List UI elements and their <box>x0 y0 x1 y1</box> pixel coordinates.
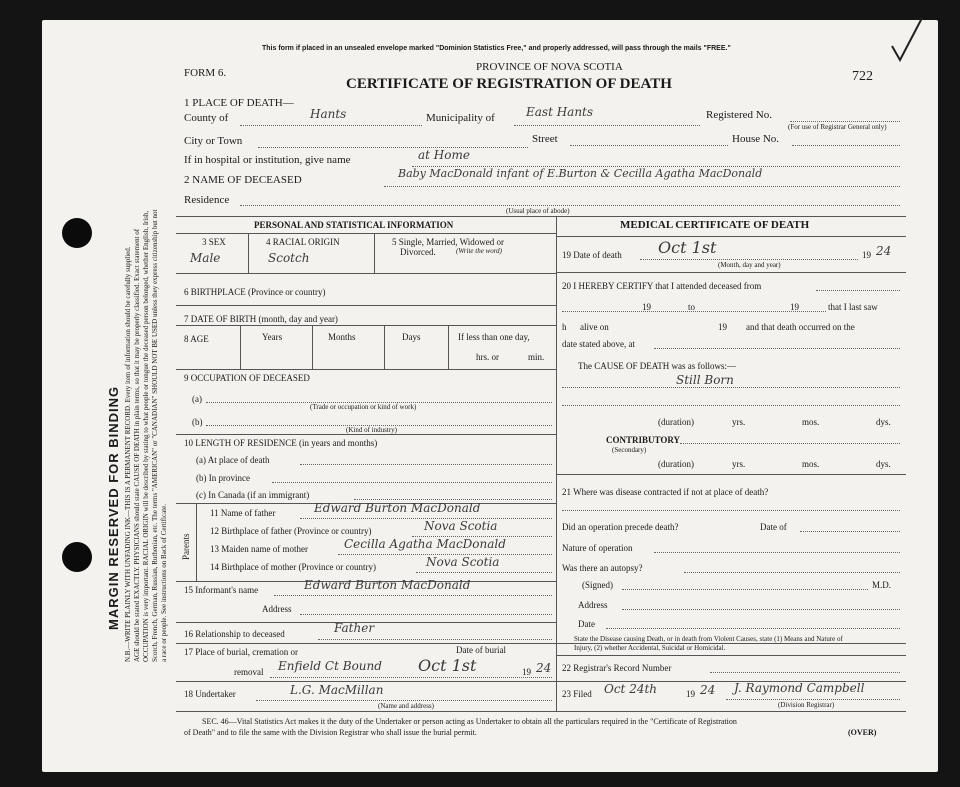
in-canada-label: (c) In Canada (if an immigrant) <box>196 490 310 500</box>
secondary-note: (Secondary) <box>612 446 647 454</box>
province-title: PROVINCE OF NOVA SCOTIA <box>476 61 623 73</box>
mother-birth-label: 14 Birthplace of mother (Province or country) <box>210 562 376 572</box>
months-label: Months <box>328 332 356 342</box>
death-date-note: (Month, day and year) <box>718 261 781 269</box>
filed-value: Oct 24th <box>604 682 658 696</box>
margin-instruction-2: AGE should be stated EXACTLY. PHYSICIANS should state CAUSE OF DEATH in plain terms, so that it may be properly classified. Exact statement of <box>133 228 141 662</box>
certify-to-label: to <box>688 302 696 312</box>
in-province-label: (b) In province <box>196 473 250 483</box>
cause-label: The CAUSE OF DEATH was as follows:— <box>578 361 736 371</box>
alive-on-year: 19 <box>718 322 727 332</box>
division-note: (Division Registrar) <box>778 701 835 709</box>
form-number: FORM 6. <box>184 67 227 79</box>
certificate-paper <box>42 20 938 772</box>
age-label: 8 AGE <box>184 334 209 344</box>
contrib-duration-label: (duration) <box>658 459 694 469</box>
last-saw-label: that I last saw <box>828 302 878 312</box>
burial-year-prefix: 19 <box>522 667 531 677</box>
relationship-label: 16 Relationship to deceased <box>184 629 285 639</box>
occ-a-note: (Trade or occupation or kind of work) <box>310 403 417 411</box>
registrar-signature: J. Raymond Campbell <box>734 681 865 695</box>
marital-note: (Write the word) <box>456 247 503 255</box>
operation-date-label: Date of <box>760 522 787 532</box>
medical-heading: MEDICAL CERTIFICATE OF DEATH <box>620 219 810 231</box>
binding-hole-top <box>62 218 92 248</box>
burial-date-value: Oct 1st <box>418 656 477 675</box>
alive-on-label: alive on <box>580 322 609 332</box>
contributory-label: CONTRIBUTORY <box>606 435 681 445</box>
hrs-label: hrs. or <box>476 352 499 362</box>
certify-from-year: 19 <box>642 302 651 312</box>
margin-reserved-label: MARGIN RESERVED FOR BINDING <box>106 385 121 630</box>
place-heading: 1 PLACE OF DEATH— <box>184 97 294 109</box>
death-date-label: 19 Date of death <box>562 250 622 260</box>
filed-year-prefix: 19 <box>686 689 695 699</box>
municipality-label: Municipality of <box>426 112 495 124</box>
birthplace-label: 6 BIRTHPLACE (Province or country) <box>184 287 326 297</box>
racial-value: Scotch <box>268 251 310 265</box>
undertaker-label: 18 Undertaker <box>184 689 236 699</box>
footer-line-1: SEC. 46—Vital Statistics Act makes it the duty of the Undertaker or person acting as Undertaker to obtain all the particulars required in the "Certificate of Registration <box>202 717 737 726</box>
violent-note-2: Injury, (2) whether Accidental, Suicidal or Homicidal. <box>574 644 726 652</box>
occ-b-note: (Kind of industry) <box>346 426 397 434</box>
county-label: County of <box>184 112 229 124</box>
mother-birth-value: Nova Scotia <box>426 555 500 569</box>
marital-label: 5 Single, Married, Widowed or <box>392 237 504 247</box>
hospital-value: at Home <box>418 148 470 162</box>
mother-label: 13 Maiden name of mother <box>210 544 308 554</box>
signed-address-label: Address <box>578 600 608 610</box>
racial-label: 4 RACIAL ORIGIN <box>266 237 340 247</box>
operation-label: Did an operation precede death? <box>562 522 679 532</box>
registrar-record-label: 22 Registrar's Record Number <box>562 663 672 673</box>
years-label: Years <box>262 332 283 342</box>
residence-length-label: 10 LENGTH OF RESIDENCE (in years and months) <box>184 438 378 448</box>
at-place-label: (a) At place of death <box>196 455 270 465</box>
registered-note: (For use of Registrar General only) <box>788 123 887 131</box>
undertaker-note: (Name and address) <box>378 702 434 710</box>
burial-date-label: Date of burial <box>456 645 506 655</box>
h-label: h <box>562 322 567 332</box>
burial-year-value: 24 <box>536 661 552 675</box>
burial-label: 17 Place of burial, cremation or <box>184 647 298 657</box>
certificate-number: 722 <box>852 69 873 84</box>
page-title: CERTIFICATE OF REGISTRATION OF DEATH <box>346 76 672 92</box>
death-year-value: 24 <box>876 244 892 258</box>
contracted-label: 21 Where was disease contracted if not at place of death? <box>562 487 769 497</box>
death-date-value: Oct 1st <box>658 238 717 257</box>
city-label: City or Town <box>184 135 243 147</box>
house-label: House No. <box>732 133 780 145</box>
father-value: Edward Burton MacDonald <box>314 501 481 515</box>
margin-instruction-3: OCCUPATION is very important. RACIAL ORIGIN will be described by stating to what people or tongue the deceased person belonged, whether English, Irish, <box>142 210 150 662</box>
county-value: Hants <box>310 107 347 121</box>
min-label: min. <box>528 352 545 362</box>
less-day-label: If less than one day, <box>458 332 530 342</box>
days-label: Days <box>402 332 421 342</box>
date-stated-label: date stated above, at <box>562 339 635 349</box>
death-year-prefix: 19 <box>862 250 871 260</box>
nature-label: Nature of operation <box>562 543 633 553</box>
hospital-label: If in hospital or institution, give name <box>184 154 351 166</box>
relationship-value: Father <box>334 621 375 635</box>
certify-to-year: 19 <box>790 302 799 312</box>
signed-date-label: Date <box>578 619 595 629</box>
certify-label: 20 I HEREBY CERTIFY that I attended deceased from <box>562 281 762 291</box>
autopsy-label: Was there an autopsy? <box>562 563 643 573</box>
header-note: This form if placed in an unsealed envelope marked "Dominion Statistics Free," and properly addressed, will pass through the mails "FREE." <box>262 45 731 52</box>
footer-over: (OVER) <box>848 728 877 737</box>
father-birth-value: Nova Scotia <box>424 519 498 533</box>
occ-b-label: (b) <box>192 417 203 427</box>
sex-value: Male <box>190 251 221 265</box>
dob-label: 7 DATE OF BIRTH (month, day and year) <box>184 314 338 324</box>
informant-label: 15 Informant's name <box>184 585 259 595</box>
cause-duration-label: (duration) <box>658 417 694 427</box>
undertaker-value: L.G. MacMillan <box>290 683 384 697</box>
filed-year-value: 24 <box>700 683 716 697</box>
municipality-value: East Hants <box>526 105 594 119</box>
margin-instruction-1: N.B.—WRITE PLAINLY WITH UNFADING INK—THIS IS A PERMANENT RECORD. Every item of information should be carefully supplied. <box>124 246 132 662</box>
marital-label-2: Divorced. <box>400 247 436 257</box>
informant-address-label: Address <box>262 604 292 614</box>
father-label: 11 Name of father <box>210 508 276 518</box>
violent-note-1: State the Disease causing Death, or in death from Violent Causes, state (1) Means and Nature of <box>574 635 843 643</box>
informant-value: Edward Burton MacDonald <box>304 578 471 592</box>
father-birth-label: 12 Birthplace of father (Province or country) <box>210 526 372 536</box>
contrib-dys-label: dys. <box>876 459 891 469</box>
occupation-label: 9 OCCUPATION OF DECEASED <box>184 373 310 383</box>
parents-label: Parents <box>181 533 191 560</box>
residence-note: (Usual place of abode) <box>506 207 570 215</box>
footer-line-2: of Death" and to file the same with the Division Registrar who shall issue the burial permit. <box>184 728 477 737</box>
margin-instruction-4: Scotch, French, German, Russian, Ruthenian, etc. The terms "AMERICAN" or "CANADIAN" SHOULD NOT BE USED unless they express citizenship but not <box>151 209 159 662</box>
margin-instruction-5: a race or people. See instructions on Back of Certificate. <box>160 503 168 662</box>
signed-label: (Signed) <box>582 580 613 590</box>
cause-dys-label: dys. <box>876 417 891 427</box>
removal-value: Enfield Ct Bound <box>278 659 382 673</box>
occurred-label: and that death occurred on the <box>746 322 855 332</box>
contrib-mos-label: mos. <box>802 459 820 469</box>
checkmark-icon <box>888 14 928 66</box>
removal-label: removal <box>234 667 264 677</box>
registered-label: Registered No. <box>706 109 772 121</box>
cause-yrs-label: yrs. <box>732 417 746 427</box>
occ-a-label: (a) <box>192 394 202 404</box>
binding-hole-bottom <box>62 542 92 572</box>
cause-value: Still Born <box>676 373 734 387</box>
deceased-value: Baby MacDonald infant of E.Burton & Cecilla Agatha MacDonald <box>398 167 763 180</box>
mother-value: Cecilla Agatha MacDonald <box>344 537 506 551</box>
personal-heading: PERSONAL AND STATISTICAL INFORMATION <box>254 220 454 230</box>
street-label: Street <box>532 133 558 145</box>
contrib-yrs-label: yrs. <box>732 459 746 469</box>
deceased-label: 2 NAME OF DECEASED <box>184 174 302 186</box>
filed-label: 23 Filed <box>562 689 592 699</box>
md-label: M.D. <box>872 580 892 590</box>
cause-mos-label: mos. <box>802 417 820 427</box>
residence-label: Residence <box>184 194 230 206</box>
sex-label: 3 SEX <box>202 237 226 247</box>
